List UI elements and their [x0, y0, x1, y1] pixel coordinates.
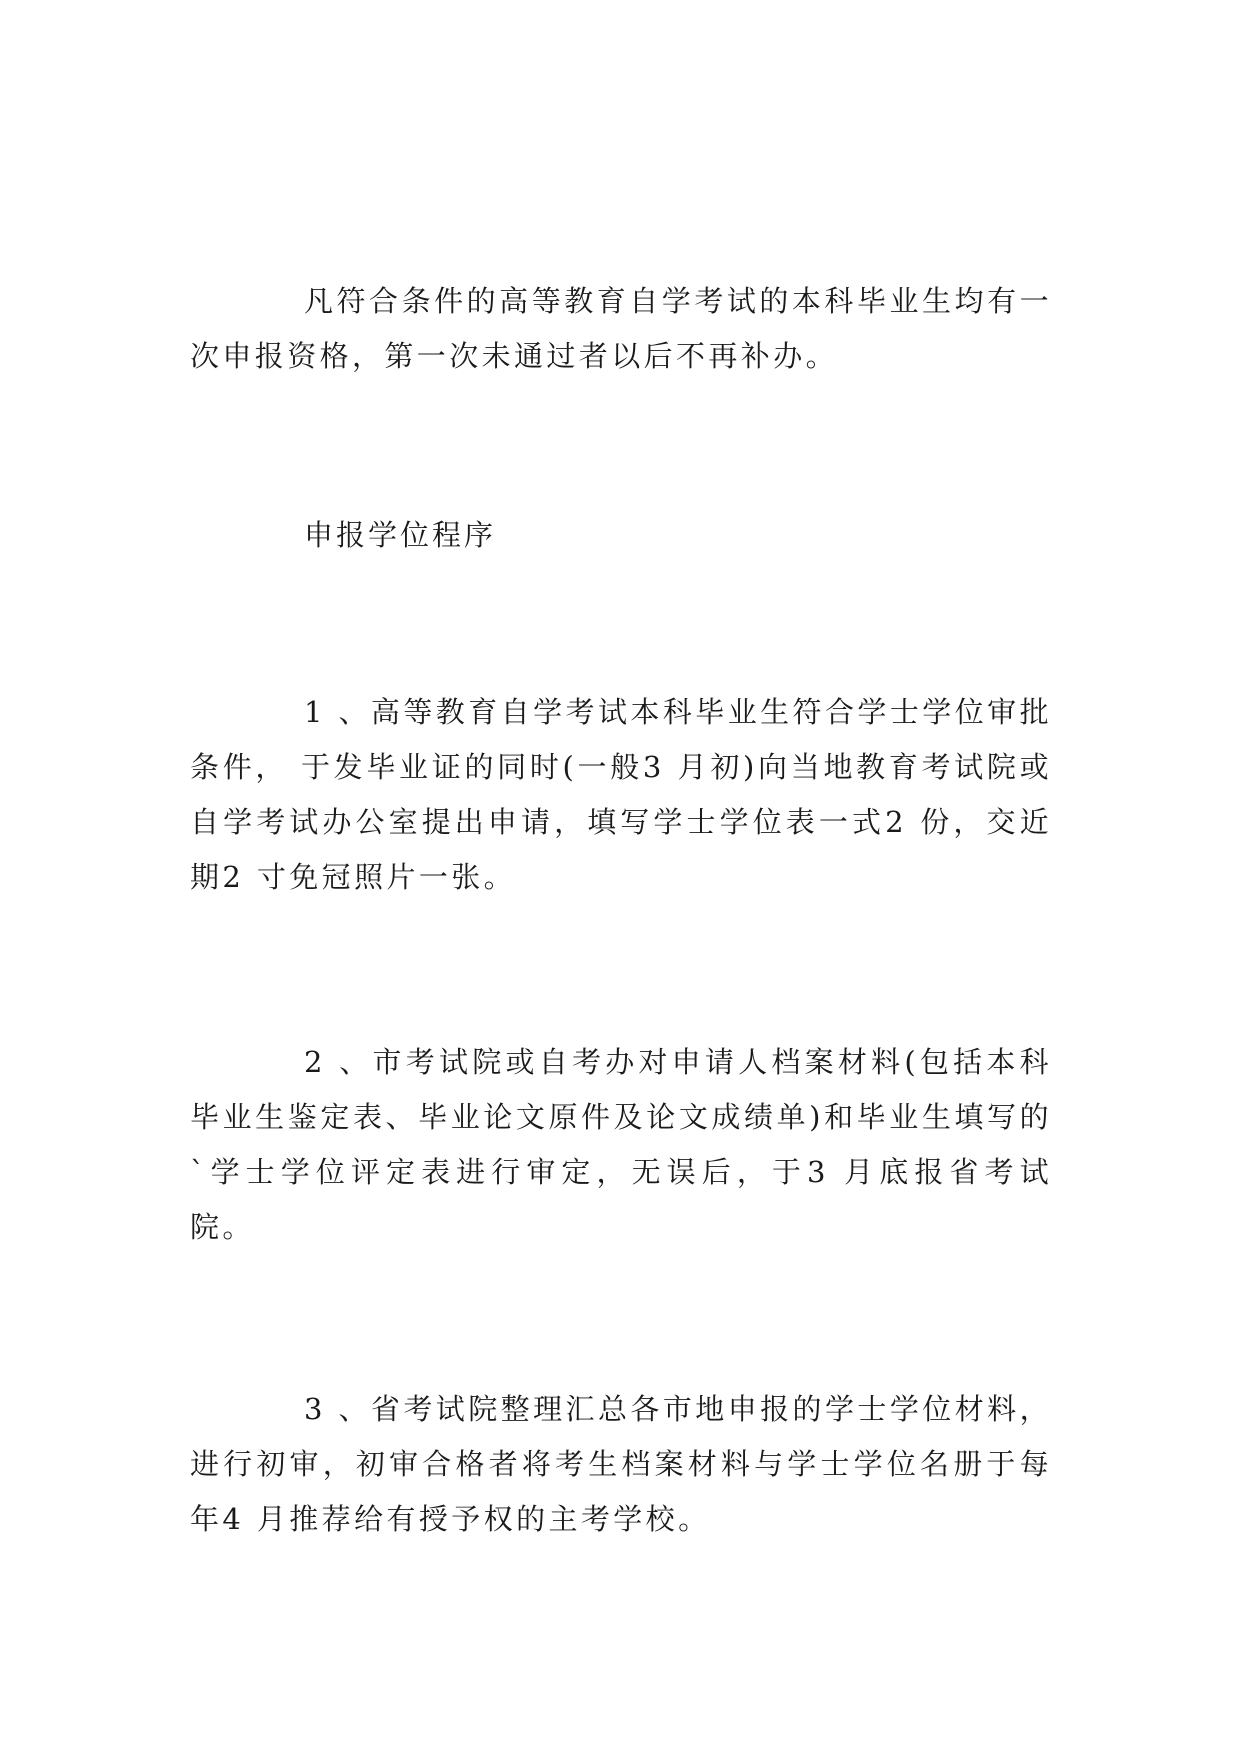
intro-paragraph: 凡符合条件的高等教育自学考试的本科毕业生均有一次申报资格，第一次未通过者以后不再补办。: [190, 284, 1052, 373]
step-paragraph-2: 2 、市考试院或自考办对申请人档案材料(包括本科毕业生鉴定表、毕业论文原件及论文成绩单)和毕业生填写的`学士学位评定表进行审定，无误后，于3 月底报省考试院。: [190, 1045, 1052, 1244]
step-paragraph-3: 3 、省考试院整理汇总各市地申报的学士学位材料，进行初审，初审合格者将考生档案材料与学士学位名册于每年4 月推荐给有授予权的主考学校。: [190, 1392, 1052, 1536]
step-paragraph-1: 1 、高等教育自学考试本科毕业生符合学士学位审批条件， 于发毕业证的同时(一般3 月初)向当地教育考试院或自学考试办公室提出申请，填写学士学位表一式2 份，交近期2 寸免冠照片一张。: [190, 695, 1052, 894]
section-heading: 申报学位程序: [304, 518, 497, 552]
